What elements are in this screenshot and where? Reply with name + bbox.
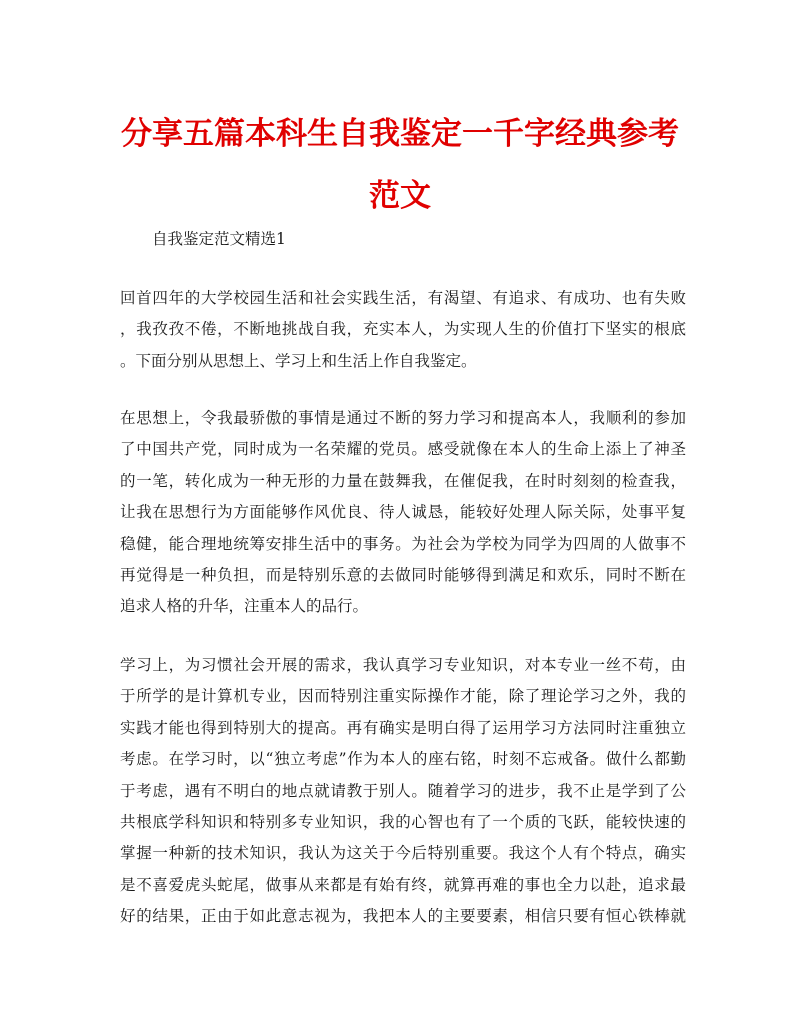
title-line-1: 分享五篇本科生自我鉴定一千字经典参考	[121, 116, 679, 152]
document-title	[110, 103, 690, 227]
paragraph-line: 的一笔，转化成为一种无形的力量在鼓舞我，在催促我，在时时刻刻的检查我，	[120, 471, 686, 490]
paragraph-line: 于所学的是计算机专业，因而特别注重实际操作才能，除了理论学习之外，我的	[120, 687, 686, 706]
paragraph-line: 考虑。在学习时，以“独立考虑”作为本人的座右铭，时刻不忘戒备。做什么都勤	[120, 750, 686, 769]
paragraph-line: 实践才能也得到特别大的提高。再有确实是明白得了运用学习方法同时注重独立	[120, 718, 686, 737]
paragraph-line: 共根底学科知识和特别多专业知识，我的心智也有了一个质的飞跃，能较快速的	[120, 812, 686, 831]
paragraph-line: 学习上，为习惯社会开展的需求，我认真学习专业知识，对本专业一丝不苟，由	[120, 656, 686, 674]
paragraph-line: 回首四年的大学校园生活和社会实践生活，有渴望、有追求、有成功、也有失败	[120, 289, 686, 307]
paragraph-line: 了中国共产党，同时成为一名荣耀的党员。感受就像在本人的生命上添上了神圣	[120, 440, 686, 459]
paragraph-line: ，我孜孜不倦，不断地挑战自我，充实本人，为实现人生的价值打下坚实的根底	[120, 320, 686, 339]
paragraph-line: 掌握一种新的技术知识，我认为这关于今后特别重要。我这个人有个特点，确实	[120, 844, 686, 863]
paragraph-line: 再觉得是一种负担，而是特别乐意的去做同时能够得到满足和欢乐，同时不断在	[120, 565, 686, 584]
paragraph-1	[120, 283, 686, 377]
paragraph-line: 是不喜爱虎头蛇尾，做事从来都是有始有终，就算再难的事也全力以赴，追求最	[120, 875, 686, 894]
paragraph-line: 。下面分别从思想上、学习上和生活上作自我鉴定。	[120, 351, 477, 370]
paragraph-line: 让我在思想行为方面能够作风优良、待人诚恳，能较好处理人际关际，处事平复	[120, 503, 686, 522]
paragraph-line: 于考虑，遇有不明白的地点就请教于别人。随着学习的进步，我不止是学到了公	[120, 781, 686, 800]
paragraph-line: 在思想上，令我最骄傲的事情是通过不断的努力学习和提高本人，我顺利的参加	[120, 409, 686, 427]
paragraph-line: 好的结果，正由于如此意志视为，我把本人的主要要素，相信只要有恒心铁棒就	[120, 907, 686, 926]
paragraph-line: 追求人格的升华，注重本人的品行。	[120, 597, 369, 616]
paragraph-line: 稳健，能合理地统筹安排生活中的事务。为社会为学校为同学为四周的人做事不	[120, 534, 686, 553]
title-line-2: 范文	[369, 178, 431, 214]
paragraph-2	[120, 403, 686, 623]
paragraph-3	[120, 650, 686, 933]
section-heading: 自我鉴定范文精选1	[152, 230, 286, 248]
